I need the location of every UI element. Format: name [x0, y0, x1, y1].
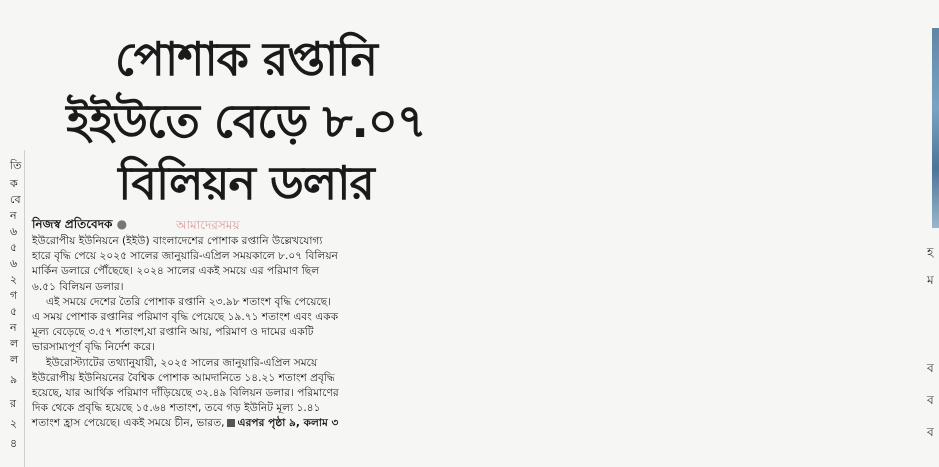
byline-text: নিজস্ব প্রতিবেদক — [32, 217, 113, 231]
fragment: ৬ — [10, 225, 18, 238]
fragment: ক — [10, 177, 18, 190]
fragment: ল — [10, 353, 19, 366]
fragment: র — [10, 397, 17, 410]
body-line: ভারসাম্যপূর্ণ বৃদ্ধি নির্দেশ করে। — [32, 341, 155, 354]
fragment: বে — [10, 193, 21, 206]
body-line: ইউরোপীয় ইউনিয়নে (ইইউ) বাংলাদেশের পোশাক রপ্তানি উল্লেখযোগ্য — [32, 235, 323, 247]
bullet-icon: ● — [116, 217, 128, 231]
fragment: ব — [927, 361, 934, 375]
body-line: মার্কিন ডলারে পৌঁছেছে। ২০২৪ সালের একই সময়ে এর পরিমাণ ছিল — [32, 265, 320, 278]
fragment: ল — [10, 337, 19, 350]
fragment: ২ — [10, 273, 18, 286]
body-line: মূল্য বেড়েছে ৩.৫৭ শতাংশ,যা রপ্তানি আয়, পরিমাণ ও দামের একটি — [32, 326, 314, 339]
fragment: ২ — [10, 417, 18, 430]
headline — [30, 28, 462, 214]
body-line: হয়েছে, যার আর্থিক পরিমাণ দাঁড়িয়েছে ৩২.৪৯ বিলিয়ন ডলার। পরিমাণের — [32, 387, 339, 400]
adjacent-column-right — [462, 0, 934, 467]
body-line-last — [32, 416, 460, 431]
body-line: ইউরোপীয় ইউনিয়নের বৈশ্বিক পোশাক আমদানিতে ১৪.২১ শতাংশ প্রবৃদ্ধি — [32, 371, 335, 384]
headline-line: বিলিয়ন ডলার — [118, 156, 374, 210]
body-line: ইউরোস্ট্যাটের তথ্যানুযায়ী, ২০২৫ সালের জানুয়ারি-এপ্রিল সময়ে — [46, 356, 318, 369]
column-divider — [24, 150, 25, 467]
body-line: এই সময়ে দেশের তৈরি পোশাক রপ্তানি ২৩.৯৮ শতাংশ বৃদ্ধি পেয়েছে। — [46, 295, 331, 308]
body-line: ৬.৫১ বিলিয়ন ডলার। — [32, 280, 124, 293]
fragment: ব — [927, 425, 934, 439]
fragment: ৫ — [10, 241, 18, 254]
fragment: ৫ — [10, 305, 18, 318]
continuation-link[interactable]: এরপর পৃষ্ঠা ৯, কলাম ৩ — [237, 417, 339, 430]
headline-line: ইইউতে বেড়ে ৮.০৭ — [66, 94, 426, 148]
fragment: ৯ — [10, 373, 18, 386]
byline — [32, 216, 127, 236]
headline-line: পোশাক রপ্তানি — [114, 32, 378, 86]
fragment: ম — [927, 273, 934, 287]
watermark: আমাদেরসময় — [176, 218, 240, 232]
fragment: গ — [10, 289, 18, 302]
fragment: ব — [927, 393, 934, 407]
body-line: শতাংশ হ্রাস পেয়েছে। একই সময়ে চীন, ভারত, — [32, 417, 225, 430]
square-bullet-icon — [227, 419, 235, 427]
body-line: দিক থেকে প্রবৃদ্ধি হয়েছে ১৫.৬৪ শতাংশ, তবে গড় ইউনিট মূল্য ১.৪১ — [32, 402, 321, 415]
adjacent-photo — [932, 28, 939, 228]
fragment: ৪ — [10, 437, 18, 450]
body-line: এ সময় পোশাক রপ্তানির পরিমাণ বৃদ্ধি পেয়েছে ১৯.৭১ শতাংশ এবং একক — [32, 311, 339, 324]
fragment: ন — [10, 209, 17, 222]
adjacent-column-left — [0, 0, 26, 467]
article-body — [32, 234, 460, 432]
fragment: তি — [10, 159, 22, 172]
fragment: ন — [10, 321, 17, 334]
fragment: ৬ — [10, 257, 18, 270]
body-line: হারে বৃদ্ধি পেয়ে ২০২৫ সালের জানুয়ারি-এপ্রিল সময়কালে ৮.০৭ বিলিয়ন — [32, 250, 338, 263]
fragment: হ — [927, 245, 934, 259]
